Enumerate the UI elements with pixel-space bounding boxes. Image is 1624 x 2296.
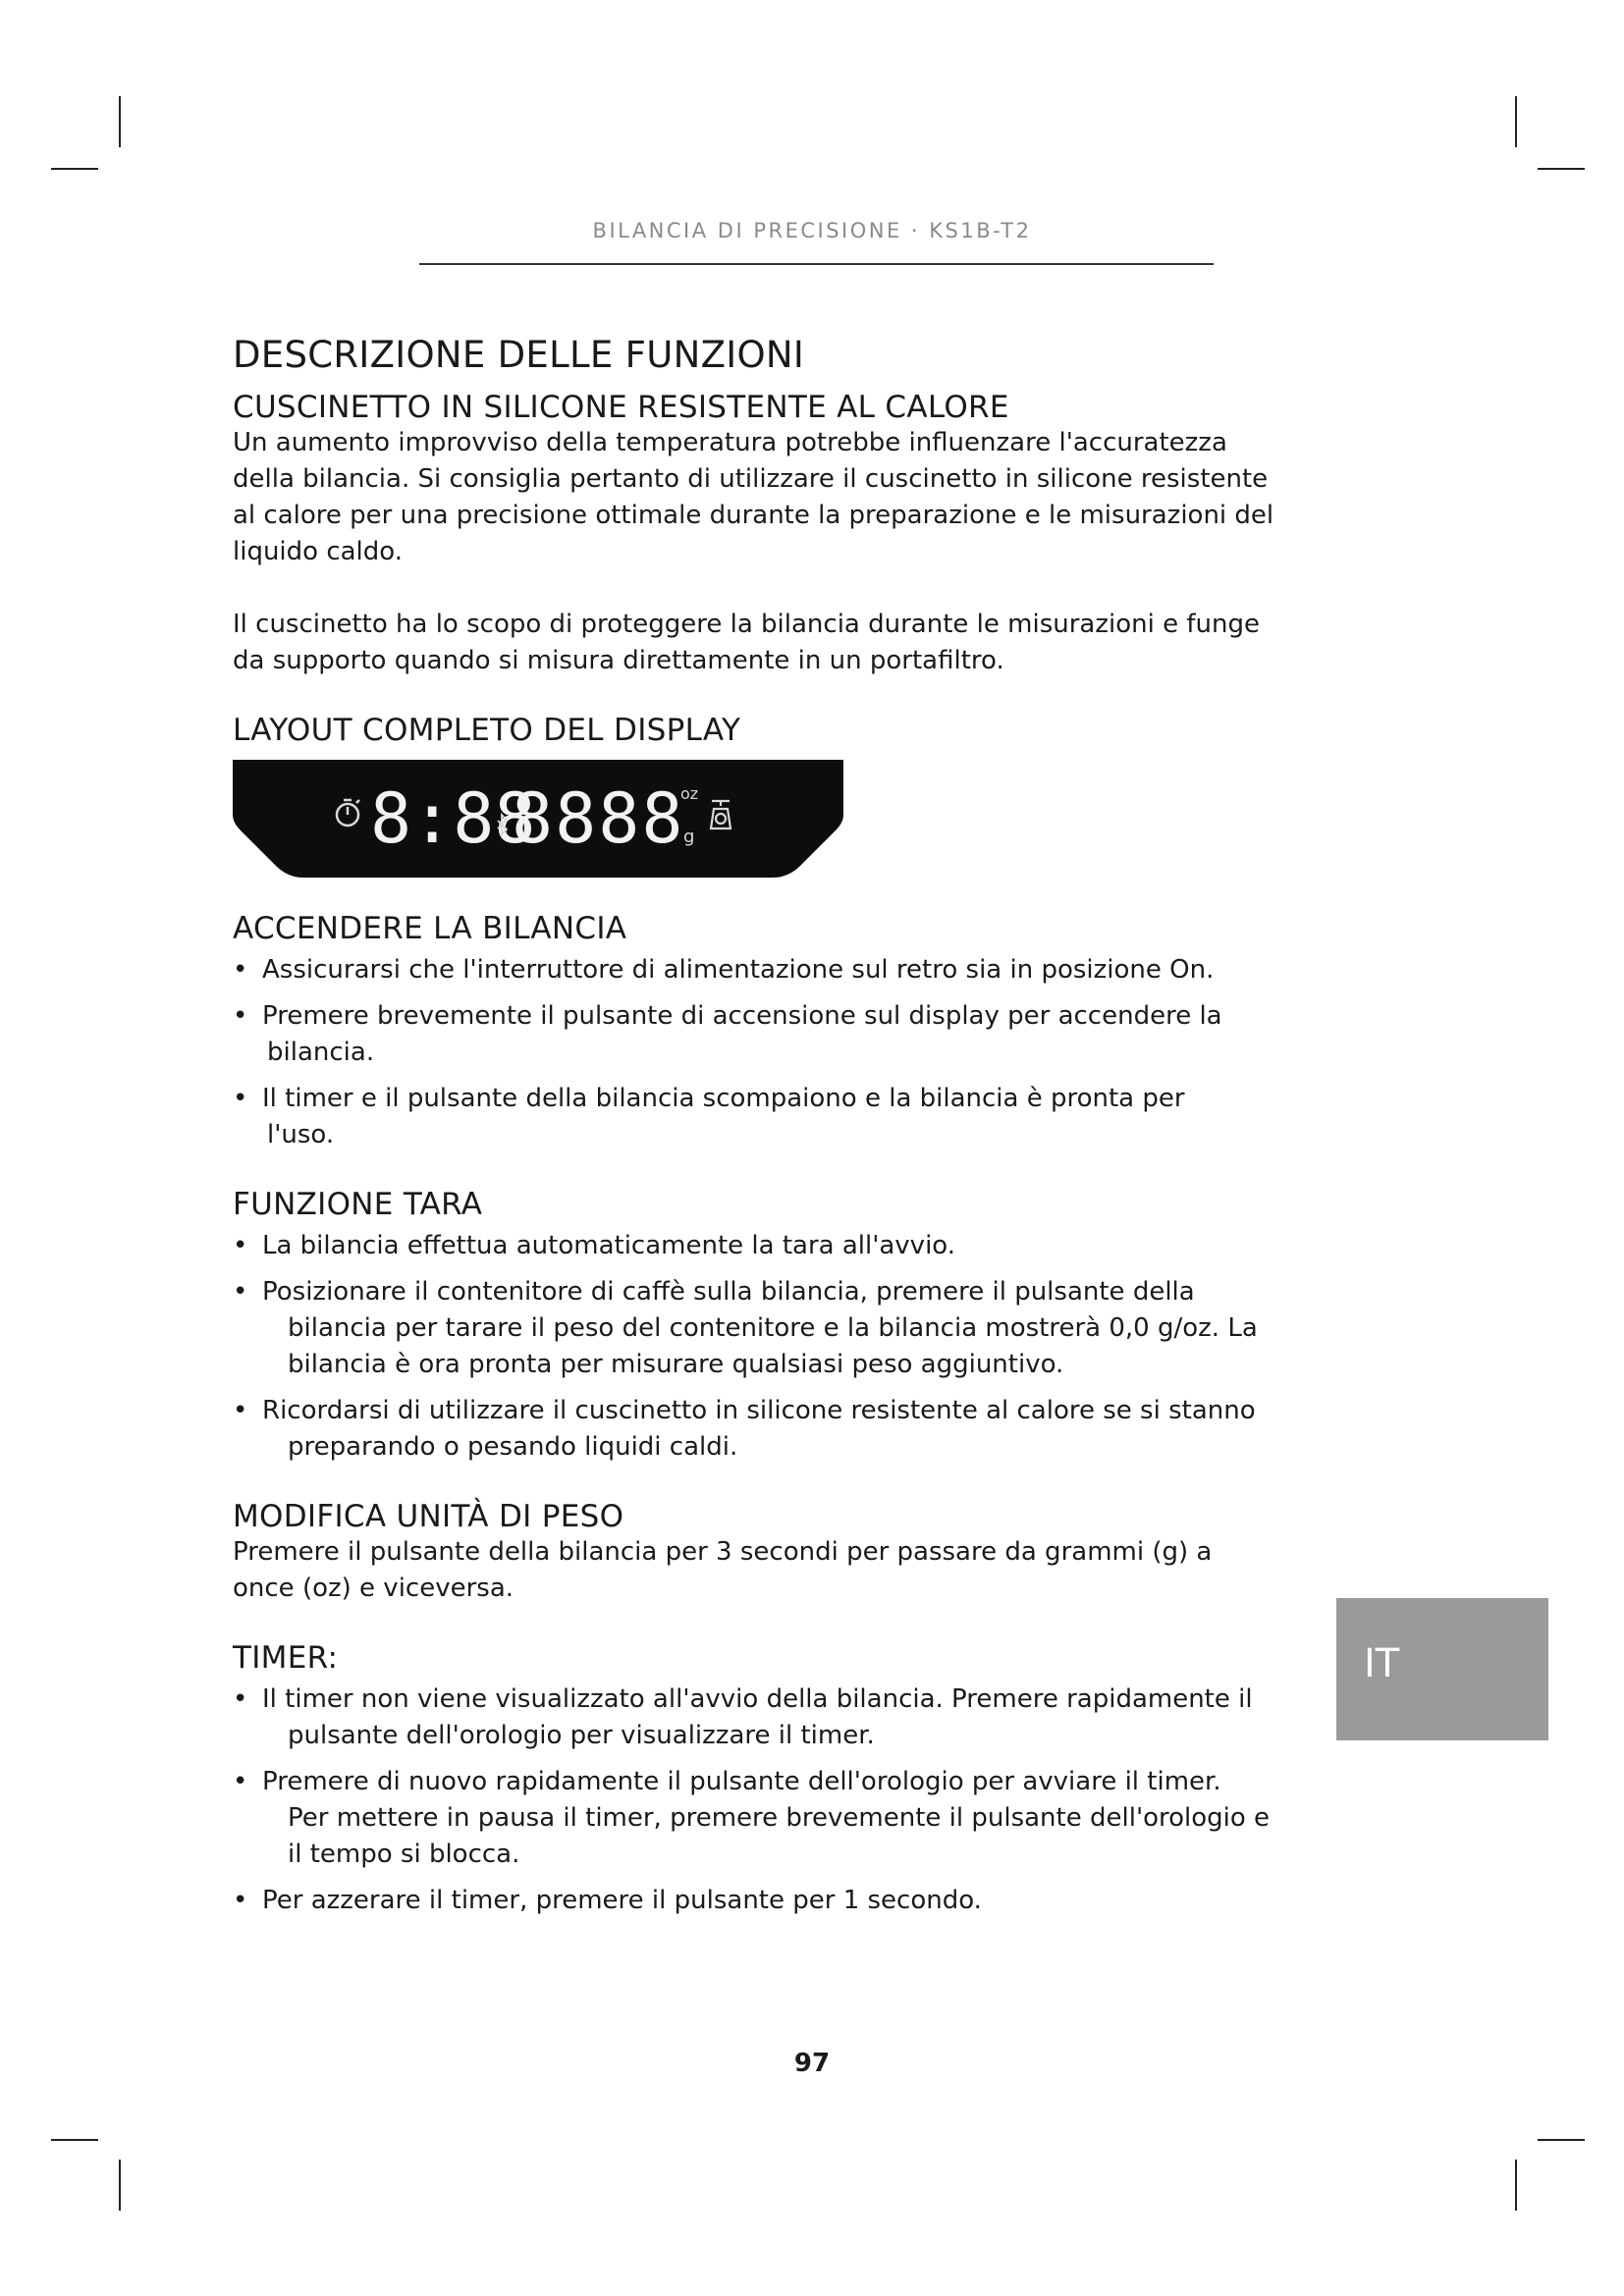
display-illustration <box>233 760 843 878</box>
text-line: Assicurarsi che l'interruttore di alimentazione sul retro sia in posizione On. <box>262 955 1215 985</box>
list-item <box>233 1228 1323 1264</box>
text-line: bilancia. <box>267 1038 375 1067</box>
bullet: • <box>233 1001 248 1031</box>
list-item <box>233 1883 1323 1919</box>
bullet-list <box>233 1682 1323 1919</box>
paragraph <box>233 1534 1323 1607</box>
list-item <box>233 1764 1323 1873</box>
bullet: • <box>233 955 248 985</box>
list-item <box>233 952 1323 988</box>
text-line: bilancia per tarare il peso del contenitore e la bilancia mostrerà 0,0 g/oz. La <box>288 1313 1258 1343</box>
text-line: Premere brevemente il pulsante di accensione sul display per accendere la <box>262 1001 1222 1031</box>
list-item <box>233 1081 1323 1153</box>
digits-right: 8888 <box>512 778 685 859</box>
text-line: Premere il pulsante della bilancia per 3 secondi per passare da grammi (g) a <box>233 1537 1213 1567</box>
crop-mark <box>119 2160 121 2211</box>
list-item <box>233 1393 1323 1466</box>
display-svg <box>233 760 843 878</box>
bullet: • <box>233 1767 248 1796</box>
text-line: Il cuscinetto ha lo scopo di proteggere la bilancia durante le misurazioni e funge <box>233 610 1260 639</box>
bullet-list <box>233 1228 1323 1466</box>
section-heading: MODIFICA UNITÀ DI PESO <box>233 1499 624 1534</box>
text-line: liquido caldo. <box>233 537 403 566</box>
crop-mark <box>51 2139 98 2141</box>
bullet: • <box>233 1396 248 1425</box>
text-line: l'uso. <box>267 1120 335 1149</box>
text-line: once (oz) e viceversa. <box>233 1574 514 1603</box>
text-line: preparando o pesando liquidi caldi. <box>288 1432 738 1462</box>
list-item <box>233 998 1323 1071</box>
text-line: Ricordarsi di utilizzare il cuscinetto in silicone resistente al calore se si stanno <box>262 1396 1256 1425</box>
bullet: • <box>233 1231 248 1260</box>
text-line: pulsante dell'orologio per visualizzare il timer. <box>288 1721 875 1750</box>
paragraph <box>233 607 1323 679</box>
section-timer <box>233 1640 1323 1919</box>
section-display-layout <box>233 713 1323 878</box>
section-heading: ACCENDERE LA BILANCIA <box>233 911 627 946</box>
crop-mark <box>1515 96 1517 147</box>
language-tab <box>1336 1598 1548 1740</box>
crop-mark <box>119 96 121 147</box>
crop-mark <box>1538 2139 1585 2141</box>
page-title: DESCRIZIONE DELLE FUNZIONI <box>233 334 805 376</box>
text-line: Il timer e il pulsante della bilancia scompaiono e la bilancia è pronta per <box>262 1084 1185 1113</box>
text-line: Il timer non viene visualizzato all'avvio della bilancia. Premere rapidamente il <box>262 1684 1253 1714</box>
section-tare <box>233 1187 1323 1466</box>
text-line: Un aumento improvviso della temperatura potrebbe influenzare l'accuratezza <box>233 428 1227 457</box>
section-heading: LAYOUT COMPLETO DEL DISPLAY <box>233 713 741 748</box>
text-line: al calore per una precisione ottimale durante la preparazione e le misurazioni del <box>233 501 1274 530</box>
page-content <box>233 334 1323 1929</box>
text-line: il tempo si blocca. <box>288 1840 520 1869</box>
language-tab-label: IT <box>1364 1641 1400 1686</box>
section-heading: CUSCINETTO IN SILICONE RESISTENTE AL CALORE <box>233 390 1009 425</box>
bullet: • <box>233 1084 248 1113</box>
text-line: Posizionare il contenitore di caffè sulla bilancia, premere il pulsante della <box>262 1277 1195 1307</box>
text-line: della bilancia. Si consiglia pertanto di utilizzare il cuscinetto in silicone resistente <box>233 464 1269 494</box>
text-line: da supporto quando si misura direttamente in un portafiltro. <box>233 646 1004 675</box>
text-line: La bilancia effettua automaticamente la tara all'avvio. <box>262 1231 956 1260</box>
unit-g-label: g <box>683 827 695 847</box>
unit-oz-label: oz <box>680 784 699 803</box>
section-power <box>233 911 1323 1153</box>
page-number: 97 <box>793 2049 831 2078</box>
section-heading: FUNZIONE TARA <box>233 1187 483 1222</box>
bullet: • <box>233 1684 248 1714</box>
text-line: Per mettere in pausa il timer, premere brevemente il pulsante dell'orologio e <box>288 1803 1271 1833</box>
text-line: Premere di nuovo rapidamente il pulsante dell'orologio per avviare il timer. <box>262 1767 1221 1796</box>
digit-group-right <box>512 778 685 859</box>
crop-mark <box>51 168 98 170</box>
bullet: • <box>233 1277 248 1307</box>
bullet-list <box>233 952 1323 1153</box>
list-item <box>233 1682 1323 1754</box>
text-line: bilancia è ora pronta per misurare qualsiasi peso aggiuntivo. <box>288 1350 1064 1379</box>
bullet: • <box>233 1886 248 1915</box>
section-units <box>233 1499 1323 1607</box>
paragraph <box>233 425 1323 570</box>
section-heading: TIMER: <box>233 1640 339 1676</box>
crop-mark <box>1538 168 1585 170</box>
header-divider <box>419 263 1214 265</box>
section-silicone <box>233 390 1323 679</box>
crop-mark <box>1515 2160 1517 2211</box>
text-line: Per azzerare il timer, premere il pulsante per 1 secondo. <box>262 1886 982 1915</box>
digits-left: 8:88 <box>370 778 536 859</box>
list-item <box>233 1274 1323 1383</box>
running-header: BILANCIA DI PRECISIONE · KS1B-T2 <box>592 219 1032 242</box>
